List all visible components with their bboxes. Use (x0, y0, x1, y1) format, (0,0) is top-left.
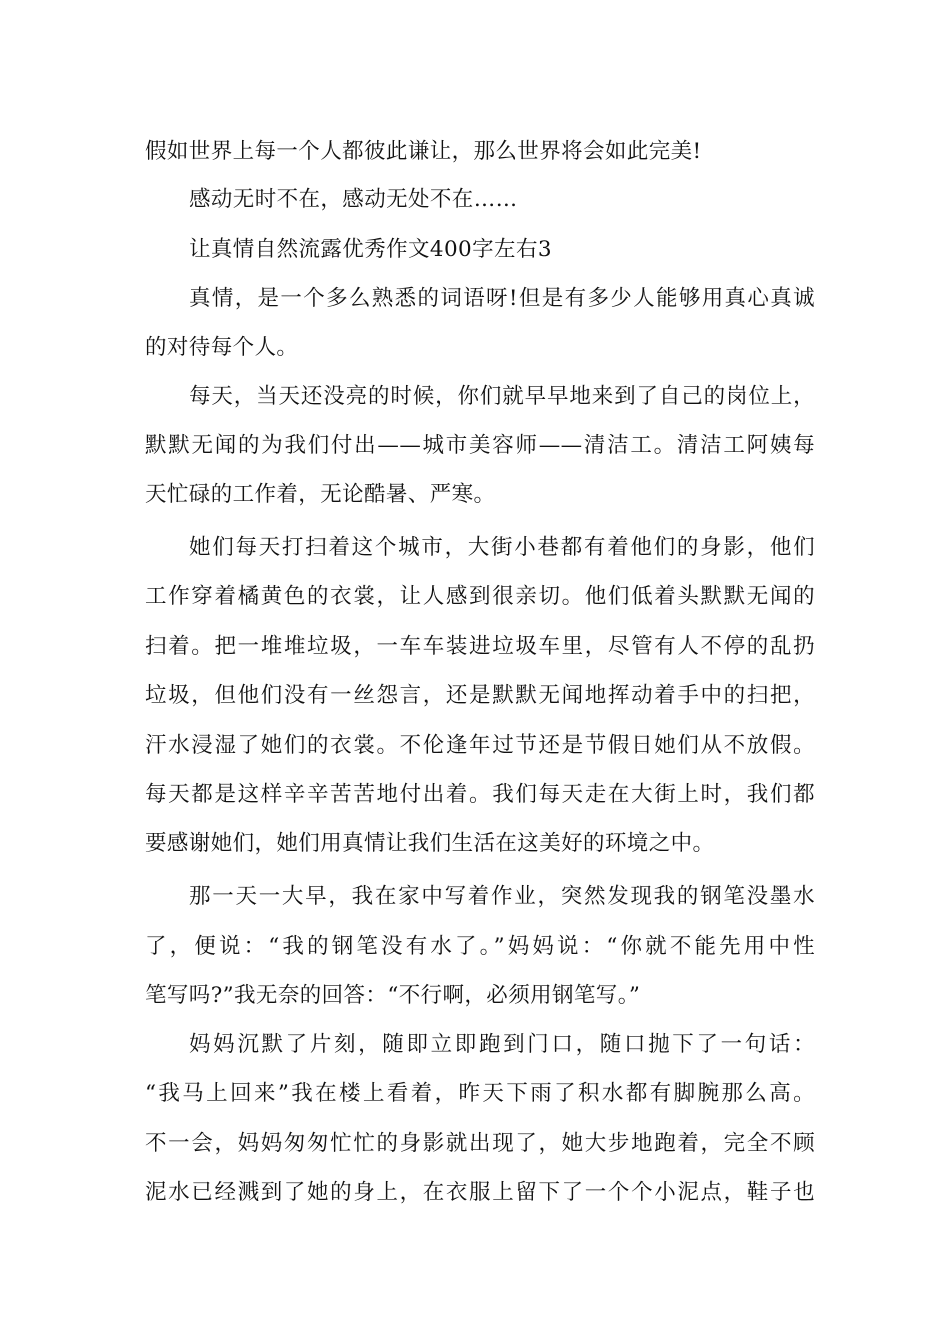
text-line-18: 笔写吗?”我无奈的回答：“不行啊，必须用钢笔写。” (145, 983, 641, 1008)
text-line-10: 工作穿着橘黄色的衣裳，让人感到很亲切。他们低着头默默无闻的 (145, 584, 815, 609)
text-line-12: 垃圾，但他们没有一丝怨言，还是默默无闻地挥动着手中的扫把， (145, 683, 815, 708)
text-line-13: 汗水浸湿了她们的衣裳。不伦逢年过节还是节假日她们从不放假。 (145, 733, 815, 758)
text-line-20: “我马上回来”我在楼上看着，昨天下雨了积水都有脚腕那么高。 (145, 1081, 815, 1106)
text-line-19: 妈妈沉默了片刻，随即立即跑到门口，随口抛下了一句话： (189, 1032, 815, 1057)
text-line-5: 的对待每个人。 (145, 335, 299, 360)
text-line-22: 泥水已经溅到了她的身上，在衣服上留下了一个个小泥点，鞋子也 (145, 1180, 815, 1205)
text-line-21: 不一会，妈妈匆匆忙忙的身影就出现了，她大步地跑着，完全不顾 (145, 1131, 815, 1156)
text-line-6: 每天，当天还没亮的时候，你们就早早地来到了自己的岗位上， (189, 384, 815, 409)
text-line-7: 默默无闻的为我们付出——城市美容师——清洁工。清洁工阿姨每 (145, 433, 815, 458)
text-line-4: 真情，是一个多么熟悉的词语呀!但是有多少人能够用真心真诚 (189, 286, 815, 311)
text-line-15: 要感谢她们，她们用真情让我们生活在这美好的环境之中。 (145, 831, 715, 856)
text-line-1: 假如世界上每一个人都彼此谦让，那么世界将会如此完美! (145, 139, 702, 164)
text-line-8: 天忙碌的工作着，无论酷暑、严寒。 (145, 482, 496, 507)
text-line-16: 那一天一大早，我在家中写着作业，突然发现我的钢笔没墨水 (189, 884, 815, 909)
section-heading: 让真情自然流露优秀作文400字左右3 (189, 237, 552, 262)
text-line-2: 感动无时不在，感动无处不在…… (189, 187, 518, 212)
text-line-11: 扫着。把一堆堆垃圾，一车车装进垃圾车里，尽管有人不停的乱扔 (145, 634, 815, 659)
text-line-17: 了，便说：“我的钢笔没有水了。”妈妈说：“你就不能先用中性 (145, 934, 815, 959)
text-line-9: 她们每天打扫着这个城市，大街小巷都有着他们的身影，他们 (189, 535, 815, 560)
text-line-14: 每天都是这样辛辛苦苦地付出着。我们每天走在大街上时，我们都 (145, 782, 815, 807)
